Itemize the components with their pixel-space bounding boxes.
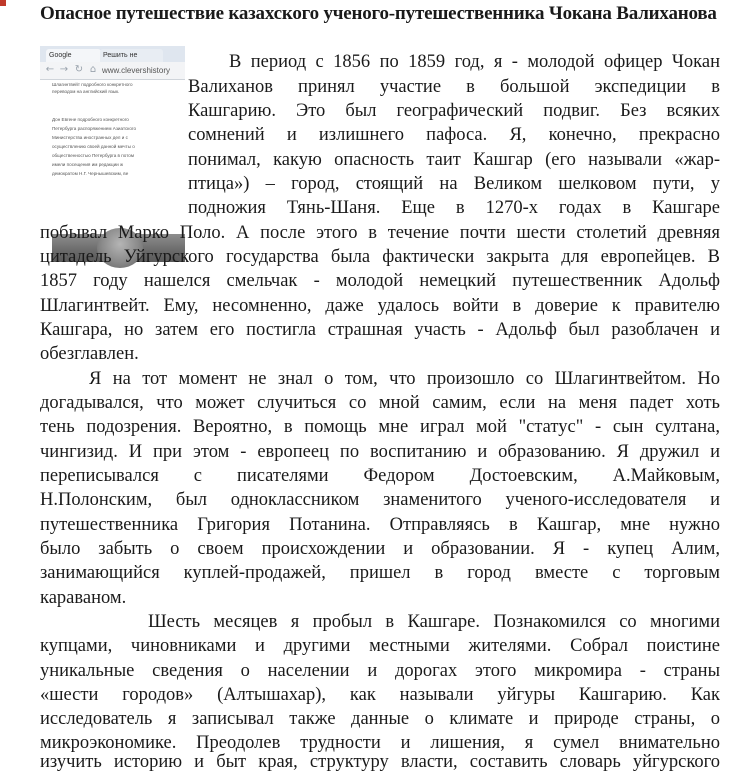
snippet-line: демократом Н.Г. Чернышевским, ве <box>52 171 129 176</box>
browser-tab-google: Google <box>46 49 101 62</box>
text-line: обезглавлен. <box>40 344 139 364</box>
snippet-line: общественностью Петербурга в потом <box>52 153 134 158</box>
snippet-line: Министерства иностранных дел и с <box>52 135 128 140</box>
text-line: подножия Тянь-Шаня. Еще в 1270-х годах в Кашгаре <box>188 198 720 218</box>
article-title: Опасное путешествие казахского ученого-путешественника Чокана Валиханова <box>40 3 717 24</box>
text-line: побывал Марко Поло. А после этого в течение почти шести столетий древняя <box>40 223 720 243</box>
text-line: занимающийся куплей-продажей, пришел в город вместе с торговым <box>40 563 720 583</box>
text-line: Я на тот момент не знал о том, что произошло со Шлагинтвейтом. Но <box>89 369 720 389</box>
forward-arrow-icon: → <box>59 64 69 75</box>
home-icon: ⌂ <box>89 64 97 75</box>
snippet-line: осуществлению своей данной мечты о <box>52 144 135 149</box>
reload-icon: ↻ <box>74 64 84 75</box>
snippet-line: Петербурга распоряжением Азиатского <box>52 126 137 131</box>
text-line: 1857 году нашелся смельчак - молодой немецкий путешественник Адольф <box>40 271 720 291</box>
text-line: исследователь я записывал также данные о климате и природе страны, о <box>40 709 720 729</box>
text-line: Валиханов принял участие в большой экспедиции в <box>188 77 720 97</box>
text-line: понимал, какую опасность таит Кашгар (его называли «жар- <box>188 150 720 170</box>
text-line: переписывался с писателями Федором Достоевским, А.Майковым, <box>40 466 720 486</box>
text-line: тень подозрения. Вероятно, в помощь мне играл мой "статус" - сын султана, <box>40 417 720 437</box>
text-line: изучить историю и быт края, структуру власти, составить словарь уйгурского <box>40 752 720 772</box>
text-line: караваном. <box>40 588 127 608</box>
text-line: цитадель Уйгурского государства была фактически закрыта для европейцев. В <box>40 247 720 267</box>
text-line: догадывался, что может случиться со мной самим, если на меня падет хоть <box>40 393 720 413</box>
browser-tab-solve: Решить не <box>100 49 163 62</box>
browser-address-text: www.clevershistory <box>102 66 171 75</box>
text-line: Шесть месяцев я пробыл в Кашгаре. Познакомился со многими <box>148 612 720 632</box>
text-line: было забыть о своем происхождении и образовании. Я - купец Алим, <box>40 539 720 559</box>
embedded-browser-screenshot <box>40 46 185 218</box>
text-line: сомнений и излишнего пафоса. Я, конечно, прекрасно <box>188 125 720 145</box>
corner-marker <box>0 0 6 6</box>
text-line: Кашгарию. Это был географический подвиг. Без всяких <box>188 101 720 121</box>
text-line: Шлагинтвейт. Ему, несомненно, даже удалось войти в доверие к правителю <box>40 296 720 316</box>
snippet-line: переводом на английский язык. <box>52 89 120 94</box>
text-line: В период с 1856 по 1859 год, я - молодой офицер Чокан <box>229 52 720 72</box>
text-line: микроэкономике. Преодолев трудности и лишения, я сумел внимательно <box>40 733 720 753</box>
text-line: чингизид. И при этом - европеец по воспитанию и образованию. Я дружил и <box>40 442 720 462</box>
snippet-line: имели посещения им редакции ж <box>52 162 124 167</box>
back-arrow-icon: ← <box>45 64 55 75</box>
snippet-line: Шлагинтвейт подробного конкретного <box>52 82 133 87</box>
text-line: Н.Полонским, был одноклассником знаменитого ученого-исследователя и <box>40 490 720 510</box>
snippet-line: Дон Евгене подробного конкретного <box>52 117 129 122</box>
text-line: путешественника Григория Потанина. Отправляясь в Кашгар, мне нужно <box>40 515 720 535</box>
text-line: купцами, чиновниками и другими местными жителями. Собрал поистине <box>40 636 720 656</box>
text-line: птица») – город, стоящий на Великом шелковом пути, у <box>188 174 720 194</box>
text-line: уникальные сведения о населении и дорогах этого микромира - страны <box>40 661 720 681</box>
text-line: Кашгара, но затем его постигла страшная участь - Адольф был разоблачен и <box>40 320 720 340</box>
text-line: «шести городов» (Алтышахар), как называли уйгуры Кашгарию. Как <box>40 685 720 705</box>
